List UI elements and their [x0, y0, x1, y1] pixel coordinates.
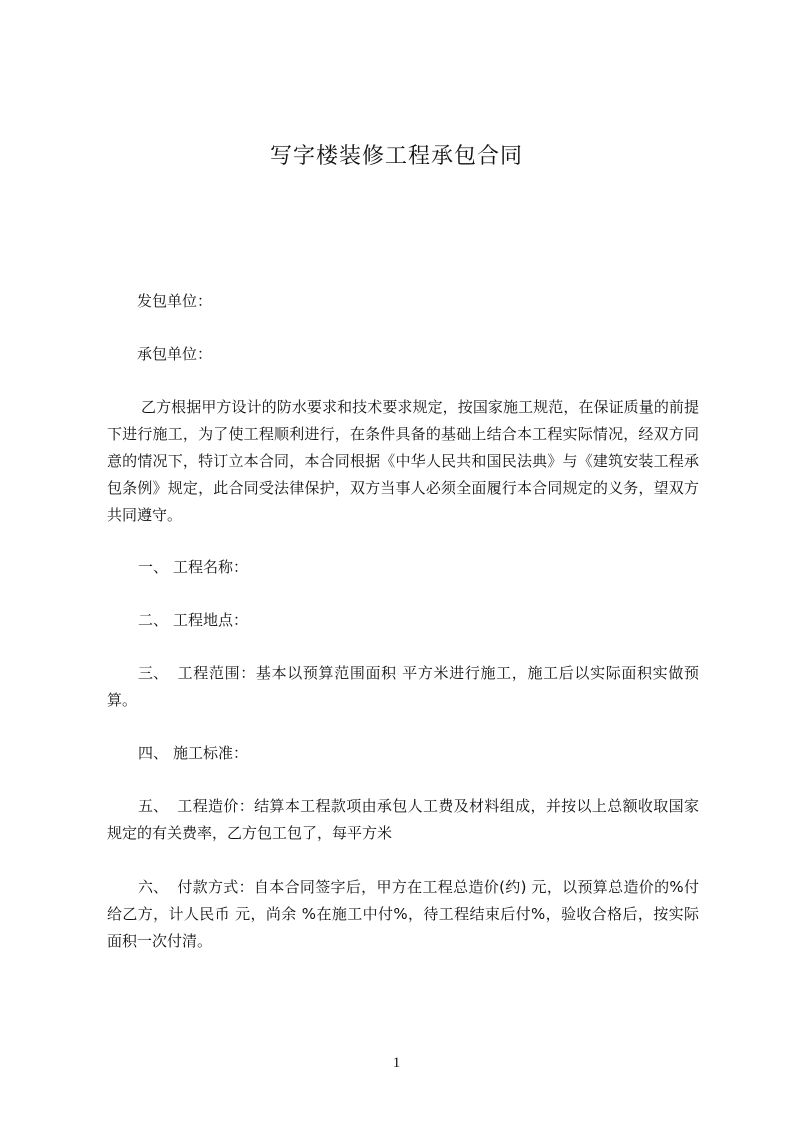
clause-number: 一、 — [138, 558, 169, 576]
clause-number: 三、 — [138, 664, 169, 682]
page-number: 1 — [392, 1055, 401, 1071]
clause-number: 六、 — [138, 878, 169, 896]
clause-5 — [107, 793, 699, 847]
clause-text: 工程造价：结算本工程款项由承包人工费及材料组成，并按以上总额收取国家规定的有关费率，乙方包工包了，每平方米 — [107, 797, 699, 842]
clause-6 — [107, 874, 699, 955]
document-title: 写字楼装修工程承包合同 — [269, 144, 523, 169]
clause-1 — [107, 554, 699, 581]
clause-number: 二、 — [138, 611, 169, 629]
employer-field: 发包单位： — [137, 292, 213, 310]
clause-text: 工程地点： — [173, 611, 249, 629]
clause-text: 工程范围：基本以预算范围面积 平方米进行施工，施工后以实际面积实做预算。 — [107, 664, 699, 709]
preamble-paragraph: 乙方根据甲方设计的防水要求和技术要求规定，按国家施工规范，在保证质量的前提下进行施工，为了使工程顺利进行，在条件具备的基础上结合本工程实际情况，经双方同意的情况下，特订立本合同，本合同根据《中华人民共和国民法典》与《建筑安装工程承包条例》规定，此合同受法律保护，双方当事人必须全面履行本合同规定的义务，望双方共同遵守。 — [107, 398, 699, 524]
clause-text: 付款方式：自本合同签字后，甲方在工程总造价(约) 元，以预算总造价的%付给乙方，计人民币 元，尚余 %在施工中付%，待工程结束后付%，验收合格后，按实际面积一次付清。 — [107, 878, 699, 950]
contractor-field: 承包单位： — [137, 345, 213, 363]
clause-text: 工程名称： — [173, 558, 249, 576]
clause-3 — [107, 660, 699, 714]
clause-4 — [107, 740, 699, 767]
clause-2 — [107, 607, 699, 634]
clause-number: 四、 — [138, 744, 169, 762]
clause-text: 施工标准： — [173, 744, 249, 762]
clause-number: 五、 — [138, 797, 169, 815]
